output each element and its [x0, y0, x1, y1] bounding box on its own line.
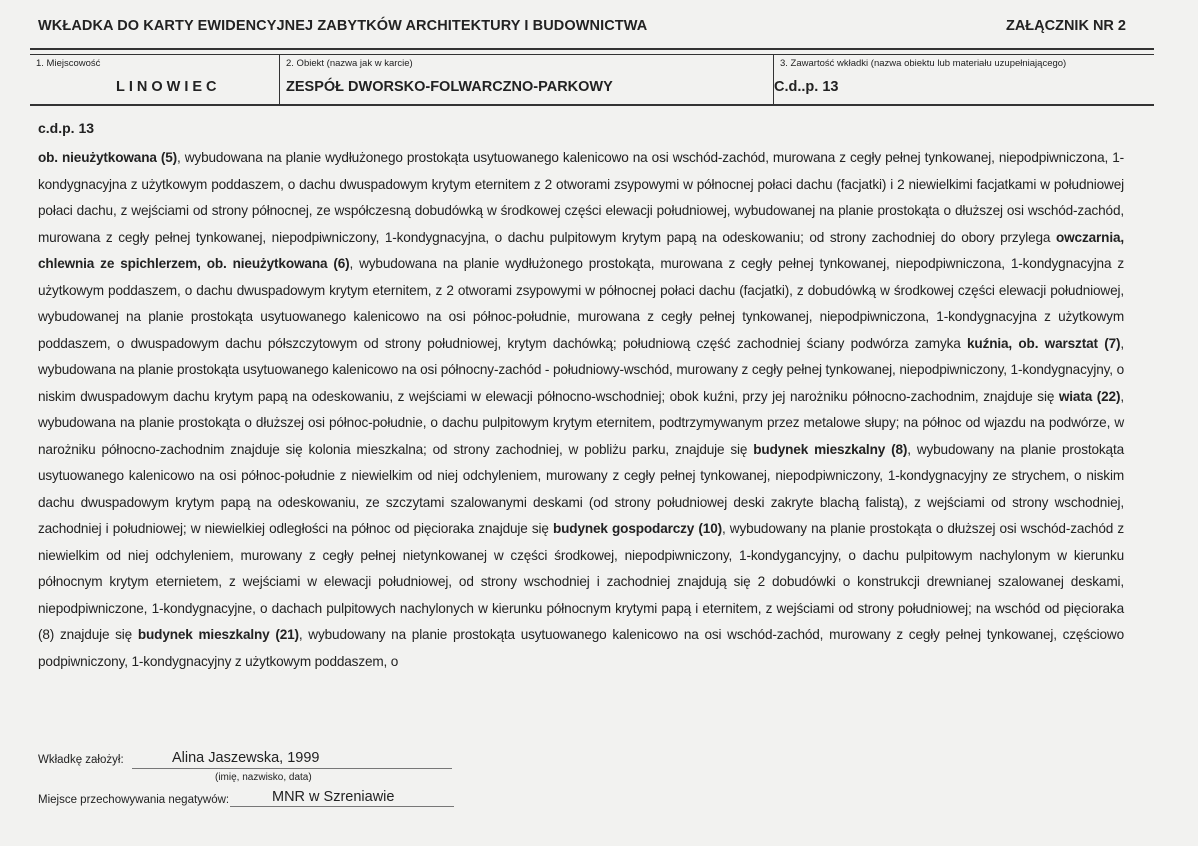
storage-label: Miejsce przechowywania negatywów: — [38, 794, 230, 806]
object-name: budynek mieszkalny (21) — [137, 627, 299, 642]
storage-underline — [230, 806, 454, 807]
field-object-value: ZESPÓŁ DWORSKO-FOLWARCZNO-PARKOWY — [286, 79, 613, 95]
description-segment: , wybudowana na planie prostokąta o dłuższej osi północ-południe, o dachu pulpitowym krytym eternitem, podtrzymywanym przez metalowe słupy; na północ od wjazdu na podwórze, w narożniku północno-zachodnim znajduje się kolonia mieszkalna; od strony zachodniej, w pobliżu parku, znajduje się — [38, 388, 1124, 457]
founder-label: Wkładkę założył: — [38, 754, 124, 766]
field-contents-value: C.d..p. 13 — [774, 79, 839, 95]
description-segment: , wybudowany na planie prostokąta o dłuższej osi wschód-zachód z niewielkim od niej odchyleniem, murowany z cegły pełnej nietynkowanej w części środkowej, niepodpiwniczony, 1-kondygancyjny, o dachu pulpitowym nachylonym w kierunku północnym krytym eternietem, z wejściami w elewacji południowej, od strony wschodniej i zachodniej znajdują się 2 dobudówki o konstrukcji drewnianej szalowanej deskami, niepodpiwniczone, 1-kondygnacyjne, o dachach pulpitowych nachylonych w kierunku północnym krytymi papą i eternitem, z wejściami od strony południowej; na wschód od pięcioraka (8) znajduje się — [38, 521, 1124, 642]
object-name: budynek gospodarczy (10) — [552, 521, 722, 536]
field-object — [280, 54, 773, 104]
field-locality-label: 1. Miejscowość — [36, 58, 101, 69]
field-contents-label: 3. Zawartość wkładki (nazwa obiektu lub materiału uzupełniającego) — [780, 58, 1067, 69]
object-name: ob. nieużytkowana (5) — [38, 150, 178, 165]
attachment-number: ZAŁĄCZNIK NR 2 — [1005, 18, 1126, 34]
storage-value: MNR w Szreniawie — [272, 789, 395, 805]
founder-underline — [132, 768, 452, 769]
founder-note: (imię, nazwisko, data) — [215, 772, 312, 783]
field-object-label: 2. Obiekt (nazwa jak w karcie) — [286, 58, 413, 69]
object-name: wiata (22) — [1058, 388, 1121, 404]
object-name: kuźnia, ob. warsztat (7) — [967, 335, 1121, 351]
header-rule-top — [30, 48, 1154, 50]
description-segment: , wybudowany na planie prostokąta usytuowanego kalenicowo na osi północ-południe z niewielkim od niej odchyleniem, murowany z cegły pełnej tynkowanej, niepodpiwniczony, 1-kondygnacyjny ze strychem, o niskim dachu dwuspadowym krytym papą na odeskowaniu, ze szczytami szalowanymi deskami (od strony południowej deski zakryte blachą falistą), z wejściami od strony wschodniej, zachodniej i południowej; w niewielkiej odległości na północ od pięcioraka znajduje się — [38, 441, 1124, 536]
field-locality-value: LINOWIEC — [116, 79, 221, 95]
field-locality — [30, 54, 278, 104]
founder-value: Alina Jaszewska, 1999 — [172, 750, 320, 766]
continuation-heading: c.d.p. 13 — [38, 120, 95, 136]
description-segment: , wybudowana na planie wydłużonego prostokąta usytuowanego kalenicowo na osi wschód-zachód, murowana z cegły pełnej tynkowanej, niepodpiwniczona, 1-kondygnacyjna z użytkowym poddaszem, o dachu dwuspadowym krytym eternitem z 2 otworami zsypowymi w północnej połaci dachu (facjatki) i 2 niewielkimi facjatkami w południowej połaci dachu, z wejściami od strony północnej, ze współczesną dobudówką w środkowej części elewacji południowej, wybudowanej na planie prostokąta o dłuższej osi wschód-zachód, murowana z cegły pełnej tynkowanej, niepodpiwniczony, 1-kondygnacyjna, o dachu pulpitowym krytym papą na odeskowaniu; od strony zachodniej do obory przylega — [38, 150, 1125, 245]
description-segment: , wybudowana na planie prostokąta usytuowanego kalenicowo na osi północny-zachód - południowy-wschód, murowany z cegły pełnej tynkowanej, niepodpiwniczony, 1-kondygnacyjny, o niskim dwuspadowym dachu krytym papą na odeskowaniu, z wejściami w elewacji północno-wschodniej; obok kuźni, przy jej narożniku północno-zachodnim, znajduje się — [38, 335, 1125, 404]
description-segment: , wybudowana na planie wydłużonego prostokąta, murowana z cegły pełnej tynkowanej, niepodpiwniczona, 1-kondygnacyjna z użytkowym poddaszem, o dachu dwuspadowym krytym eternitem, z 2 otworami zsypowymi w północnej połaci dachu (facjatki), z dobudówką w środkowej części elewacji południowej, wybudowanej na planie prostokąta usytuowanego kalenicowo na osi północ-południe, murowana z cegły pełnej tynkowanej, niepodpiwniczona, 1-kondygnacyjna z użytkowym poddaszem, o dwuspadowym dachu półszczytowym od strony południowej, krytym dachówką; południową część zachodniej ściany podwórza zamyka — [38, 256, 1124, 351]
field-contents — [774, 54, 1154, 104]
object-name: owczarnia, chlewnia ze spichlerzem, ob. nieużytkowana (6) — [38, 229, 1124, 271]
description-segment: , wybudowany na planie prostokąta usytuowanego kalenicowo na osi wschód-zachód, murowany z cegły pełnej tynkowanej, częściowo podpiwniczony, 1-kondygnacyjny z użytkowym poddaszem, o — [38, 627, 1124, 669]
object-name: budynek mieszkalny (8) — [753, 441, 908, 457]
description-text — [38, 145, 1124, 675]
header-rule-bottom — [30, 104, 1154, 106]
document-title: WKŁADKA DO KARTY EWIDENCYJNEJ ZABYTKÓW ARCHITEKTURY I BUDOWNICTWA — [38, 18, 648, 34]
